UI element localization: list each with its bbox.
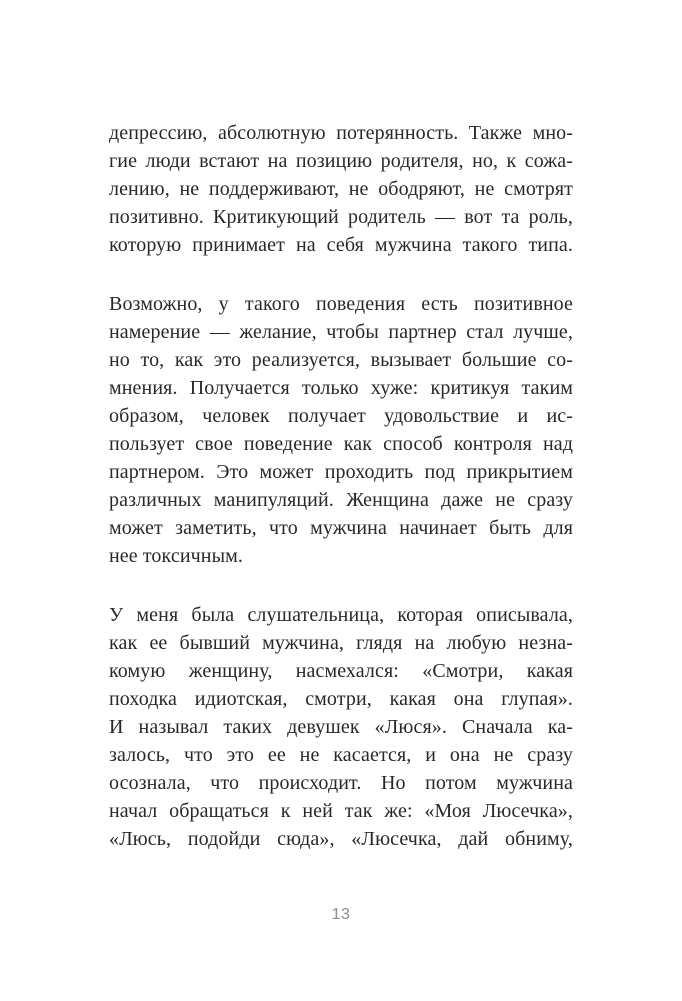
text-line: И называл таких девушек «Люся». Сначала ка- (109, 716, 573, 738)
text-line: пользует свое поведение как способ контроля над (109, 433, 573, 455)
text-line: походка идиотская, смотри, какая она глупая». (109, 688, 573, 710)
text-line: как ее бывший мужчина, глядя на любую незна- (109, 632, 573, 654)
text-line: но то, как это реализуется, вызывает большие со- (109, 349, 573, 371)
text-line: депрессию, абсолютную потерянность. Также мно- (109, 122, 573, 144)
text-line: залось, что это ее не касается, и она не сразу (109, 744, 573, 766)
text-line: может заметить, что мужчина начинает быть для (109, 517, 573, 539)
text-line: которую принимает на себя мужчина такого типа. (109, 234, 573, 256)
text-line: позитивно. Критикующий родитель — вот та роль, (109, 206, 573, 228)
text-line: намерение — желание, чтобы партнер стал лучше, (109, 321, 573, 343)
text-line: мнения. Получается только хуже: критикуя таким (109, 377, 573, 399)
page-number: 13 (331, 906, 351, 923)
paragraph (109, 119, 573, 259)
text-line: «Люсь, подойди сюда», «Люсечка, дай обниму, (109, 828, 573, 850)
text-line: нее токсичным. (109, 545, 243, 567)
text-line: лению, не поддерживают, не ободряют, не смотрят (109, 178, 573, 200)
text-line: осознала, что происходит. Но потом мужчина (109, 772, 573, 794)
text-line: Возможно, у такого поведения есть позитивное (109, 293, 573, 315)
paragraph (109, 601, 573, 853)
text-line: различных манипуляций. Женщина даже не сразу (109, 489, 573, 511)
paragraph (109, 290, 573, 570)
text-line: партнером. Это может проходить под прикрытием (109, 461, 573, 483)
text-line: комую женщину, насмехался: «Смотри, какая (109, 660, 573, 682)
text-line: начал обращаться к ней так же: «Моя Люсечка», (109, 800, 573, 822)
text-line: гие люди встают на позицию родителя, но, к сожа- (109, 150, 573, 172)
page-text (109, 119, 573, 884)
text-line: У меня была слушательница, которая описывала, (109, 604, 573, 626)
text-line: образом, человек получает удовольствие и ис- (109, 405, 573, 427)
